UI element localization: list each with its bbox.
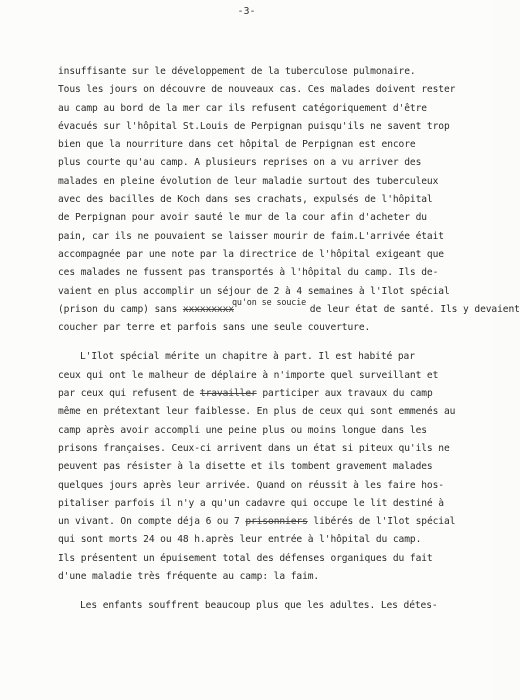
text-line: pain, car ils ne pouvaient se laisser mourir de faim.L'arrivée était <box>58 230 444 242</box>
text-line: Ils présentent un épuisement total des défenses organiques du fait <box>58 552 433 564</box>
text-line-with-correction <box>58 296 520 319</box>
text-line: même en prétextant leur faiblesse. En plus de ceux qui sont emmenés au <box>58 406 456 418</box>
text-segment: libérés de l'Ilot spécial <box>307 516 456 528</box>
text-line: plus courte qu'au camp. A plusieurs reprises on a vu arriver des <box>58 157 422 169</box>
text-segment: participer aux travaux du camp <box>256 388 433 400</box>
text-line: ces malades ne fussent pas transportés à l'hôpital du camp. Ils de- <box>58 267 439 279</box>
text-line: au camp au bord de la mer car ils refusent catégoriquement d'être <box>58 102 427 114</box>
text-line: Tous les jours on découvre de nouveaux cas. Ces malades doivent rester <box>58 84 456 96</box>
text-line: d'une maladie très fréquente au camp: la faim. <box>58 571 320 583</box>
text-line: vaient en plus accomplir un séjour de 2 à 4 semaines à l'Ilot spécial <box>58 285 450 297</box>
text-line: malades en pleine évolution de leur maladie surtout des tuberculeux <box>58 175 439 187</box>
text-line: qui sont morts 24 ou 48 h.après leur entrée à l'hôpital du camp. <box>58 534 422 546</box>
handwritten-insertion: qu'on se soucie <box>231 296 307 307</box>
text-line-with-correction <box>58 385 458 403</box>
text-line: ceux qui ont le malheur de déplaire à n'importe quel surveillant et <box>58 369 439 381</box>
text-line: de Perpignan pour avoir sauté le mur de la cour afin d'acheter du <box>58 212 427 224</box>
text-line: L'Ilot spécial mérite un chapitre à part. Il est habité par <box>80 351 415 363</box>
text-line: peuvent pas résister à la disette et ils tombent gravement malades <box>58 461 433 473</box>
text-line-with-correction <box>58 513 458 531</box>
text-segment: (prison du camp) sans <box>58 303 183 315</box>
text-segment: de leur état de santé. Ils y devaient <box>304 303 520 315</box>
text-line: prisons françaises. Ceux-ci arrivent dans un état si piteux qu'ils ne <box>58 442 450 454</box>
struck-out-word: xxxxxxxxx <box>182 303 234 315</box>
text-line: coucher par terre et parfois sans une seule couverture. <box>58 322 371 334</box>
typed-text-body <box>58 63 520 616</box>
text-line: Les enfants souffrent beaucoup plus que les adultes. Les détes- <box>80 600 438 612</box>
text-line: insuffisante sur le développement de la tuberculose pulmonaire. <box>58 66 416 77</box>
text-line: accompagnée par une note par la directrice de l'hôpital exigeant que <box>58 248 444 260</box>
struck-out-word: prisonniers <box>245 516 308 528</box>
text-line: évacués sur l'hôpital St.Louis de Perpignan puisqu'ils ne savent trop <box>58 120 450 132</box>
page-number: -3- <box>237 6 256 17</box>
struck-out-word: travailler <box>199 388 257 400</box>
text-line: camp après avoir accompli une peine plus ou moins longue dans les <box>58 424 427 436</box>
text-segment: par ceux qui refusent de <box>58 388 200 400</box>
text-line: avec des bacilles de Koch dans ses crachats, expulsés de l'hôpital <box>58 194 433 206</box>
text-line: bien que la nourriture dans cet hôpital de Perpignan est encore <box>58 139 416 151</box>
text-line: quelques jours après leur arrivée. Quand on réussit à les faire hos- <box>58 479 444 491</box>
text-line: pitaliser parfois il n'y a qu'un cadavre qui occupe le lit destiné à <box>58 497 444 509</box>
text-segment: un vivant. On compte déja 6 ou 7 <box>58 516 246 528</box>
